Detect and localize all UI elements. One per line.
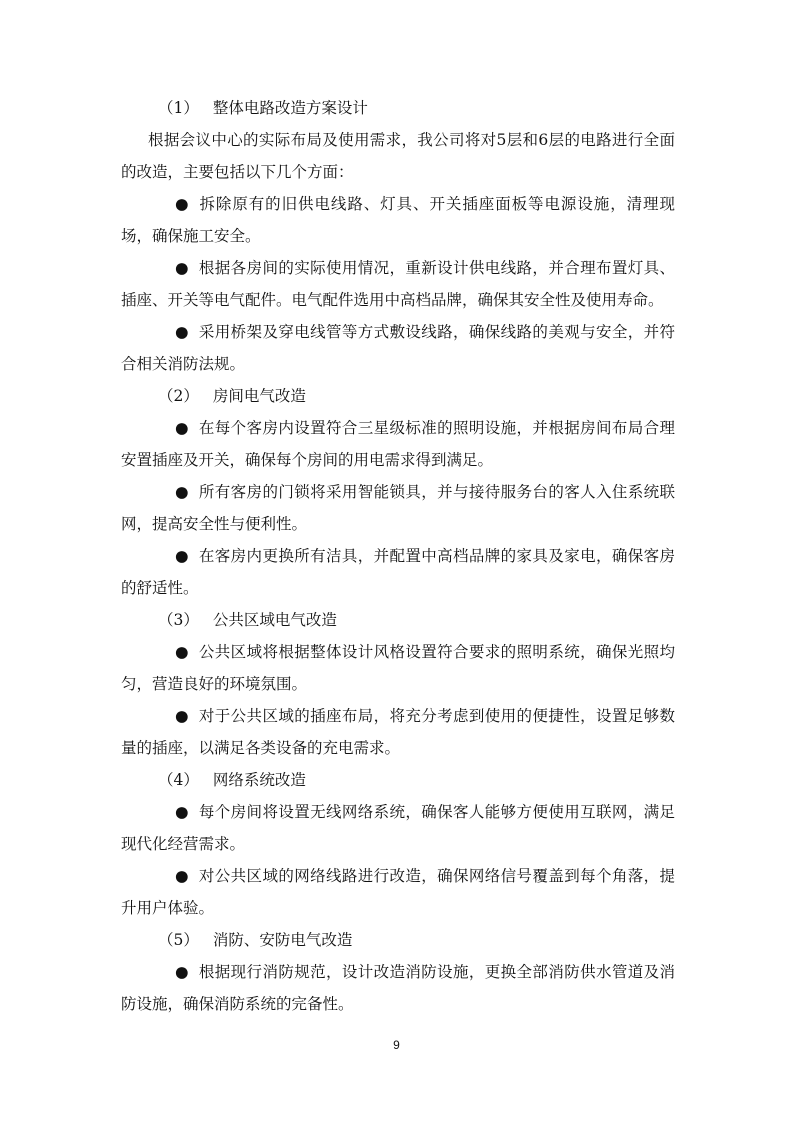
bullet-item (121, 476, 675, 540)
bullet-icon: ● (175, 547, 189, 565)
section-heading-5 (121, 924, 675, 956)
bullet-item (121, 412, 675, 476)
bullet-text: 根据各房间的实际使用情况，重新设计供电线路，并合理布置灯具、插座、开关等电气配件。电气配件选用中高档品牌，确保其安全性及使用寿命。 (121, 259, 675, 309)
bullet-text: 所有客房的门锁将采用智能锁具，并与接待服务台的客人入住系统联网，提高安全性与便利性。 (121, 483, 675, 533)
bullet-item (121, 252, 675, 316)
bullet-icon: ● (175, 323, 189, 341)
bullet-text: 拆除原有的旧供电线路、灯具、开关插座面板等电源设施，清理现场，确保施工安全。 (121, 195, 675, 245)
bullet-item (121, 188, 675, 252)
bullet-icon: ● (175, 483, 189, 501)
bullet-icon: ● (175, 643, 189, 661)
bullet-icon: ● (175, 419, 189, 437)
section-heading-4 (121, 764, 675, 796)
bullet-item (121, 540, 675, 604)
section-heading-3 (121, 604, 675, 636)
section-heading-2 (121, 380, 675, 412)
bullet-text: 根据现行消防规范，设计改造消防设施，更换全部消防供水管道及消防设施，确保消防系统的完备性。 (121, 963, 675, 1013)
section-title: 整体电路改造方案设计 (212, 99, 368, 117)
section-number: （2） (158, 387, 199, 405)
bullet-icon: ● (175, 867, 189, 885)
bullet-icon: ● (175, 803, 189, 821)
section-intro-paragraph: 根据会议中心的实际布局及使用需求，我公司将对5层和6层的电路进行全面的改造，主要包括以下几个方面： (121, 131, 675, 181)
bullet-item (121, 700, 675, 764)
bullet-text: 公共区域将根据整体设计风格设置符合要求的照明系统，确保光照均匀，营造良好的环境氛围。 (121, 643, 675, 693)
bullet-text: 采用桥架及穿电线管等方式敷设线路，确保线路的美观与安全，并符合相关消防法规。 (121, 323, 675, 373)
document-body (121, 92, 675, 1020)
bullet-icon: ● (175, 963, 189, 981)
bullet-text: 在客房内更换所有洁具，并配置中高档品牌的家具及家电，确保客房的舒适性。 (121, 547, 675, 597)
bullet-icon: ● (175, 259, 189, 277)
bullet-text: 对公共区域的网络线路进行改造，确保网络信号覆盖到每个角落，提升用户体验。 (121, 867, 675, 917)
section-number: （4） (158, 771, 199, 789)
bullet-icon: ● (175, 195, 189, 213)
section-number: （1） (158, 99, 199, 117)
bullet-text: 对于公共区域的插座布局，将充分考虑到使用的便捷性，设置足够数量的插座，以满足各类设备的充电需求。 (121, 707, 675, 757)
section-title: 网络系统改造 (212, 771, 306, 789)
bullet-text: 每个房间将设置无线网络系统，确保客人能够方便使用互联网，满足现代化经营需求。 (121, 803, 675, 853)
bullet-text: 在每个客房内设置符合三星级标准的照明设施，并根据房间布局合理安置插座及开关，确保每个房间的用电需求得到满足。 (121, 419, 675, 469)
section-title: 消防、安防电气改造 (212, 931, 353, 949)
bullet-item (121, 316, 675, 380)
bullet-icon: ● (175, 707, 189, 725)
section-heading-1 (121, 92, 675, 124)
section-number: （5） (158, 931, 199, 949)
section-title: 房间电气改造 (212, 387, 306, 405)
section-title: 公共区域电气改造 (212, 611, 337, 629)
section-number: （3） (158, 611, 199, 629)
page-number: 9 (393, 1038, 400, 1052)
bullet-item (121, 796, 675, 860)
bullet-item (121, 860, 675, 924)
bullet-item (121, 956, 675, 1020)
bullet-item (121, 636, 675, 700)
